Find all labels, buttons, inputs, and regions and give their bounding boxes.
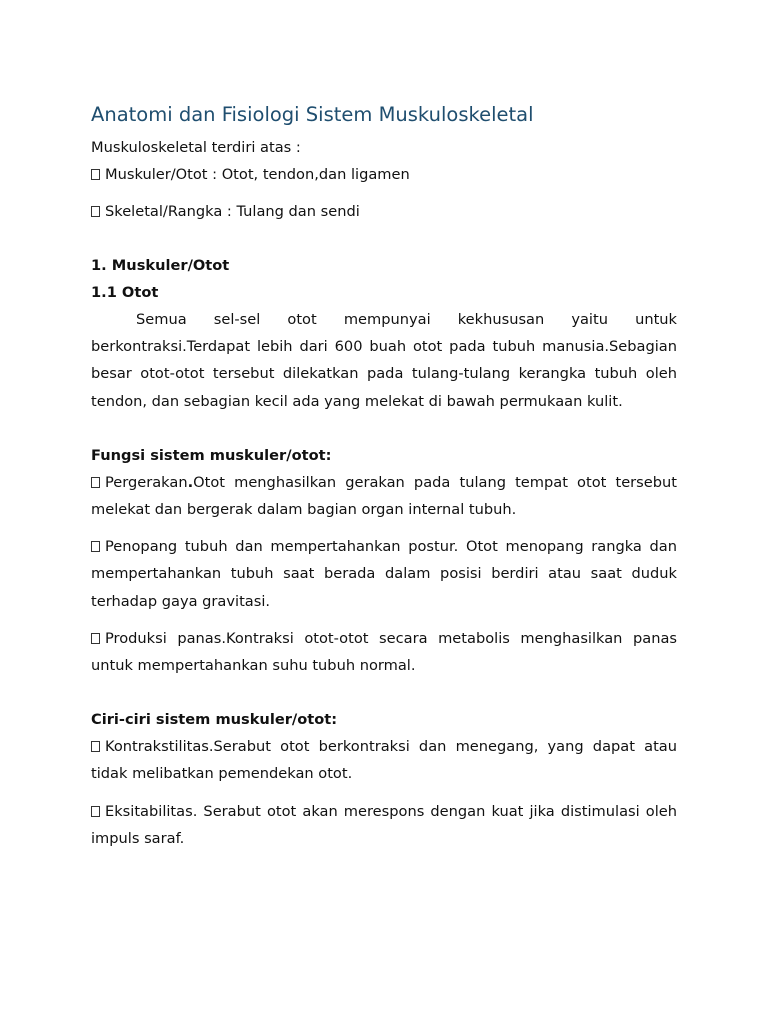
list-item-lead-period: . [187,473,194,491]
list-item [91,625,677,679]
list-item-text: Kontrakstilitas.Serabut otot berkontraksi dan menegang, yang dapat atau tidak melibatkan pemendekan otot. [91,738,677,783]
bullet-box-icon [91,633,100,644]
list-item-lead: Pergerakan [105,473,188,491]
document-title: Anatomi dan Fisiologi Sistem Muskuloskeletal [91,103,534,126]
list-item [91,733,677,787]
list-item-text: Muskuler/Otot : Otot, tendon,dan ligamen [105,166,410,183]
bullet-box-icon [91,169,100,180]
ciri-heading: Ciri-ciri sistem muskuler/otot: [91,711,338,729]
fungsi-heading: Fungsi sistem muskuler/otot: [91,446,332,464]
list-item-text: Otot menghasilkan gerakan pada tulang tempat otot tersebut melekat dan bergerak dalam bagian organ internal tubuh. [91,473,677,519]
list-item [91,161,677,188]
list-item-text: Skeletal/Rangka : Tulang dan sendi [105,203,360,220]
intro-text: Muskuloskeletal terdiri atas : [91,139,301,156]
section-heading: 1. Muskuler/Otot [91,257,230,274]
document-body [91,102,677,852]
list-item [91,198,677,225]
body-paragraph: Semua sel-sel otot mempunyai kekhususan yaitu untuk berkontraksi.Terdapat lebih dari 600 buah otot pada tubuh manusia.Sebagian besar otot-otot tersebut dilekatkan pada tulang-tulang kerangka tubuh oleh tendon, dan sebagian kecil ada yang melekat di bawah permukaan kulit. [91,311,677,410]
bullet-box-icon [91,806,100,817]
list-item [91,469,677,523]
bullet-box-icon [91,541,100,552]
list-item-text: Eksitabilitas. Serabut otot akan merespons dengan kuat jika distimulasi oleh impuls saraf. [91,802,677,847]
list-item-text: Penopang tubuh dan mempertahankan postur. Otot menopang rangka dan mempertahankan tubuh saat berada dalam posisi berdiri atau saat duduk terhadap gaya gravitasi. [91,538,677,610]
list-item-text: Produksi panas.Kontraksi otot-otot secara metabolis menghasilkan panas untuk mempertahankan suhu tubuh normal. [91,629,677,675]
list-item [91,533,677,615]
bullet-box-icon [91,741,100,752]
bullet-box-icon [91,206,100,217]
subsection-heading: 1.1 Otot [91,284,159,301]
bullet-box-icon [91,477,100,488]
list-item [91,798,677,852]
